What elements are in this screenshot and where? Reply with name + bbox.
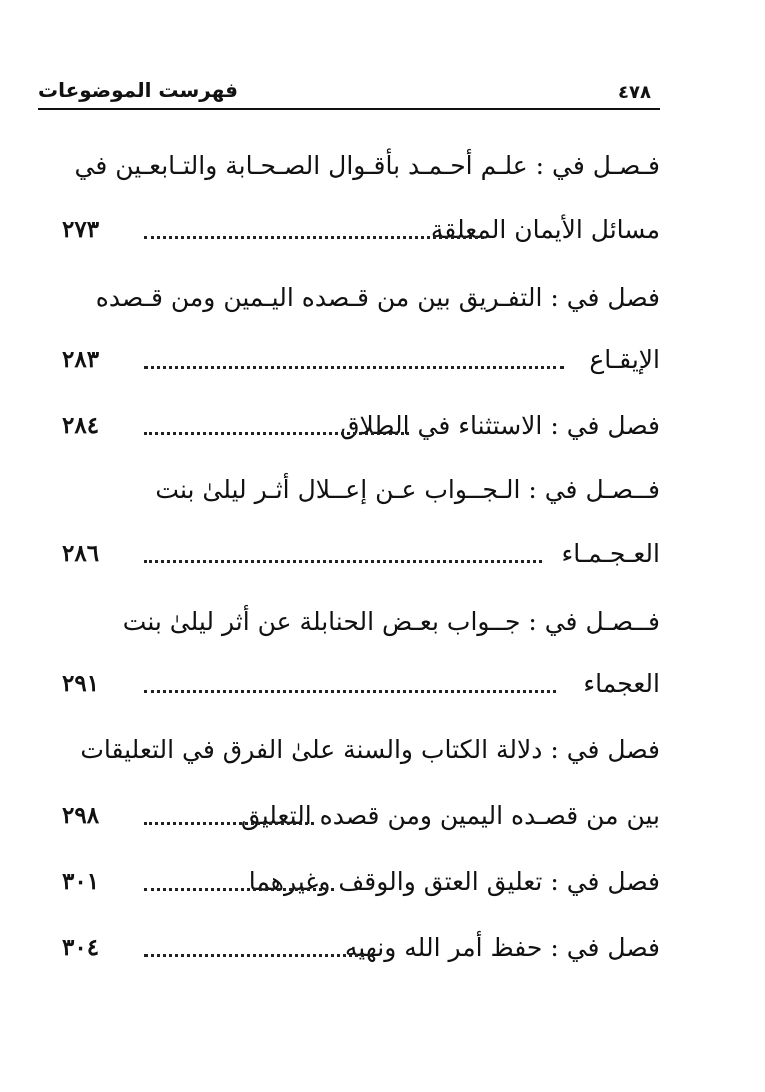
toc-entry-text: فصل في : حفظ أمر الله ونهيه [344, 933, 660, 962]
toc-entry-text: فــصـل في : جــواب بعـض الحنابلة عن أثر ليلىٰ بنت [122, 607, 660, 636]
toc-entry-text: بين من قصـده اليمين ومن قصده التعليق [240, 801, 660, 830]
dot-leader [144, 888, 334, 891]
toc-entry-text: فصل في : دلالة الكتاب والسنة علىٰ الفرق في التعليقات [80, 735, 660, 764]
toc-page-number: ٢٨٣ [62, 346, 100, 373]
toc-entry-line [62, 470, 660, 520]
header-title: فهرست الموضوعات [38, 78, 238, 102]
toc-entry-text: العـجـمـاء [561, 539, 660, 568]
dot-leader [144, 954, 372, 957]
toc-entry-text: الإيقـاع [589, 345, 660, 374]
toc-entry-line [62, 146, 660, 196]
dot-leader [144, 236, 484, 239]
toc-entry-text: فصل في : تعليق العتق والوقف وغيرهما [248, 867, 660, 896]
toc-entry-text: فصل في : التفـريق بين من قـصده اليـمين ومن قـصده [95, 283, 660, 312]
toc-entry-line [62, 210, 660, 260]
toc-page-number: ٢٧٣ [62, 216, 100, 243]
toc-entry-line [62, 796, 660, 846]
dot-leader [144, 690, 556, 693]
header-page-number: ٤٧٨ [618, 82, 651, 103]
toc-entry-text: فــصـل في : الـجــواب عـن إعــلال أثـر ليلىٰ بنت [155, 475, 660, 504]
toc-entry-line [62, 928, 660, 978]
toc-page-number: ٢٨٤ [62, 412, 100, 439]
dot-leader [144, 366, 564, 369]
toc-page-number: ٣٠١ [62, 868, 100, 895]
toc-entry-line [62, 602, 660, 652]
toc-page-number: ٢٩١ [62, 670, 100, 697]
dot-leader [144, 560, 542, 563]
toc-entry-line [62, 862, 660, 912]
toc-entry-line [62, 406, 660, 456]
toc-entry-text: فصل في : الاستثناء في الطلاق [340, 411, 660, 440]
toc-page-number: ٢٩٨ [62, 802, 100, 829]
dot-leader [144, 822, 314, 825]
toc-entry-line [62, 730, 660, 780]
toc-entry-text: مسائل الأيمان المعلقة [430, 215, 660, 244]
toc-entry-line [62, 278, 660, 328]
toc-entry-text: فـصـل في : علـم أحـمـد بأقـوال الصـحـابة والتـابعـين في [74, 151, 660, 180]
toc-entry-text: العجماء [583, 669, 660, 698]
dot-leader [144, 432, 409, 435]
toc-page-number: ٣٠٤ [62, 934, 100, 961]
toc-entry-line [62, 534, 660, 584]
running-header [38, 72, 660, 110]
toc-entry-line [62, 340, 660, 390]
toc-page-number: ٢٨٦ [62, 540, 100, 567]
toc-entry-line [62, 664, 660, 714]
